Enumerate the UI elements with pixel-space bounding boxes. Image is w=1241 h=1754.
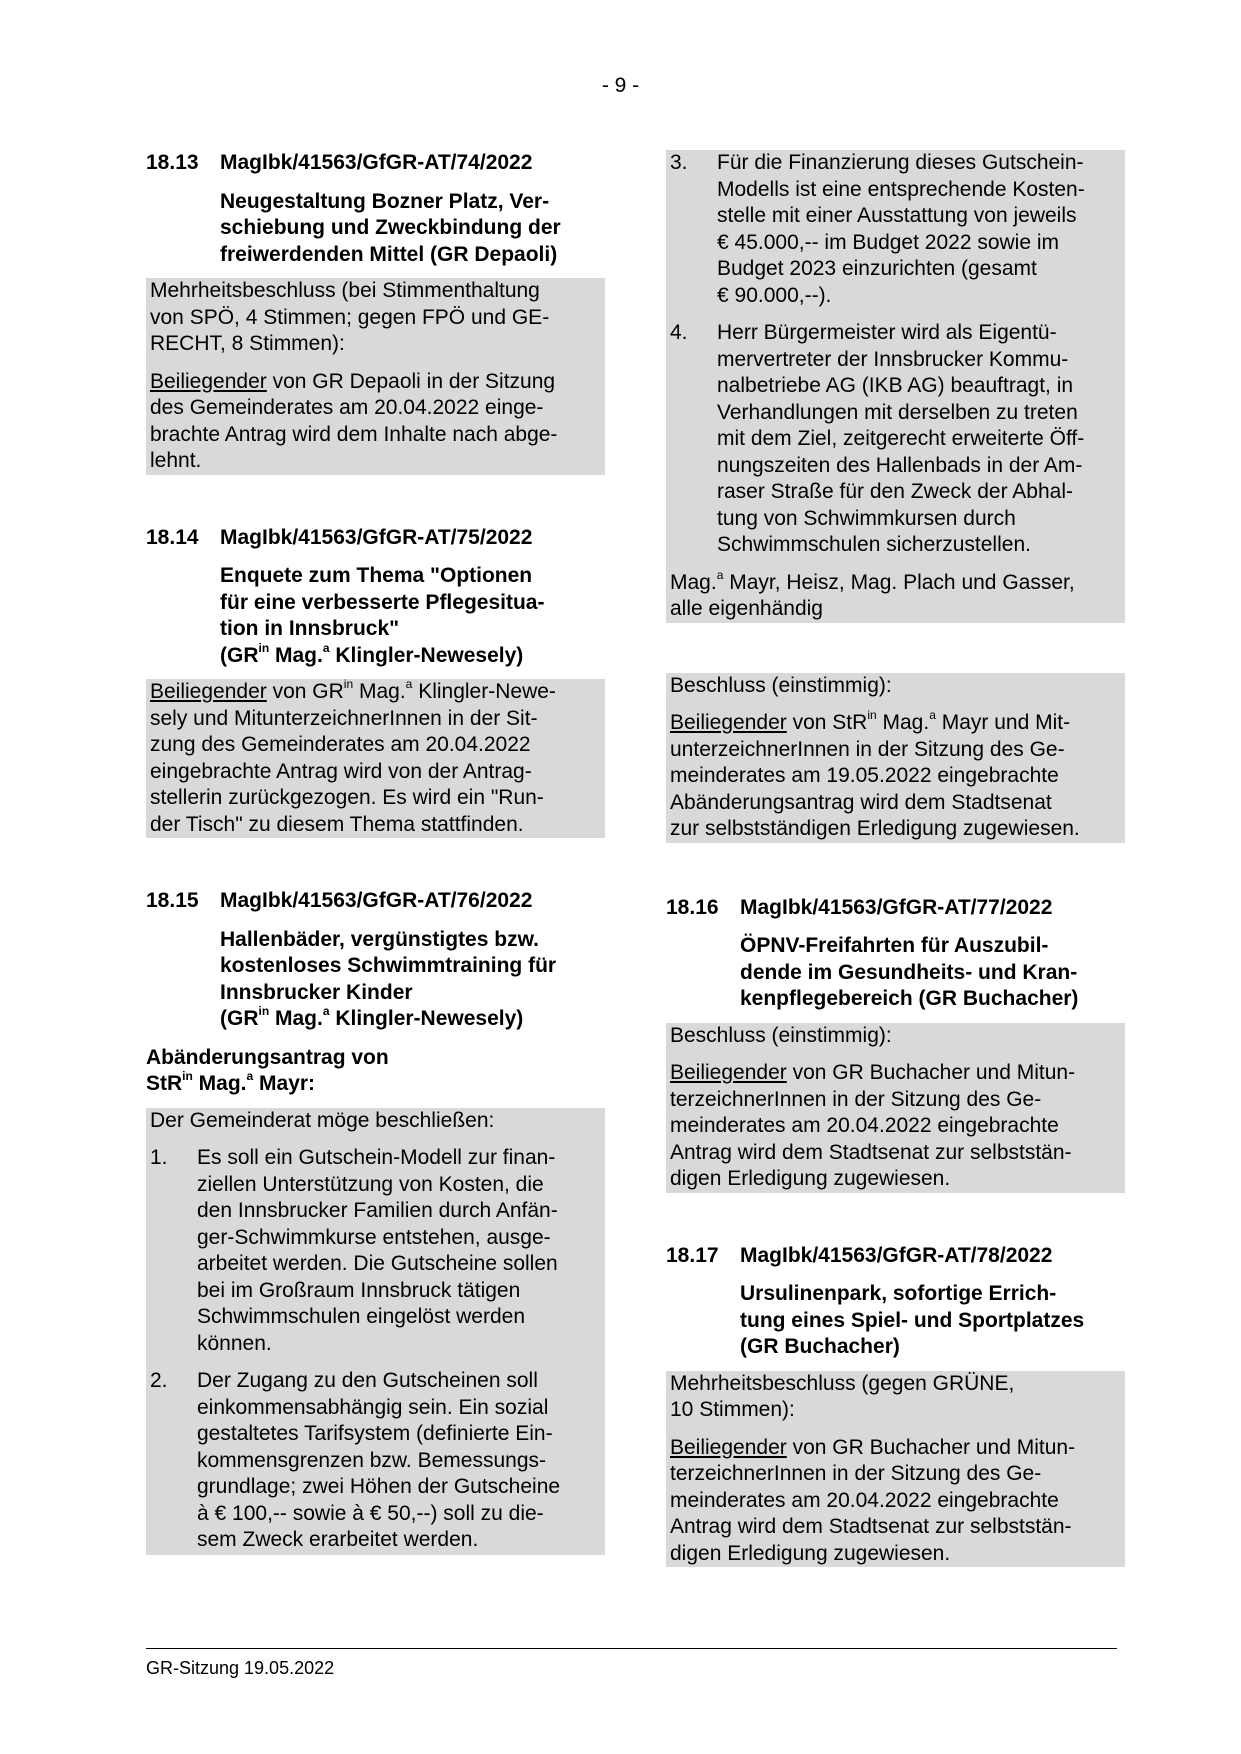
section-title: [220, 927, 605, 1033]
decision-box: [666, 1371, 1125, 1568]
decision-body: Beiliegender von StR$^{in}$ Mag.$^a$ Mayr und Mit- unterzeichnerInnen in der Sitzung des Ge- meinderates am 19.05.2022 eingebrachte Abänderungsantrag wird dem Stadtsenat zur selbstständigen Erledigung zugewiesen.: [670, 708, 1080, 840]
right-column: [666, 150, 1125, 1567]
signatories: Mag.$^a$ Mayr, Heisz, Mag. Plach und Gasser, alle eigenhändig: [670, 567, 1075, 620]
section-18-13: [146, 150, 605, 475]
section-reference: MagIbk/41563/GfGR-AT/74/2022: [220, 151, 533, 174]
section-number: 18.16: [666, 895, 719, 919]
title-line: schiebung und Zweckbindung der: [220, 216, 561, 239]
motion-intro: Der Gemeinderat möge beschließen:: [150, 1108, 495, 1132]
section-number: 18.13: [146, 151, 199, 174]
title-line: für eine verbesserte Pflegesitua-: [220, 590, 545, 614]
title-line: Hallenbäder, vergünstigtes bzw.: [220, 927, 539, 951]
title-line: (GR Buchacher): [740, 1335, 900, 1358]
section-18-16: [666, 895, 1125, 1193]
title-line: kostenloses Schwimmtraining für: [220, 954, 557, 977]
section-title: [740, 1281, 1125, 1361]
section-number: 18.17: [666, 1243, 719, 1267]
left-column: [146, 150, 605, 1555]
title-line: Enquete zum Thema "Optionen: [220, 564, 533, 587]
motion-box: [146, 1108, 605, 1555]
title-line: tung eines Spiel- und Sportplatzes: [740, 1308, 1085, 1332]
title-line: dende im Gesundheits- und Kran-: [740, 960, 1078, 984]
section-heading: [146, 888, 605, 915]
section-reference: MagIbk/41563/GfGR-AT/78/2022: [740, 1243, 1053, 1267]
decision-body: Beiliegender von $GR^{in}$ Mag.$^a$ Klingler-Newe- sely und MitunterzeichnerInnen in der Sit- zung des Gemeinderates am 20.04.2022 eingebrachte Antrag wird von der Antrag- stellerin zurückgezogen. Es wird ein "Run- der Tisch" zu diesem Thema stattfinden.: [150, 677, 556, 836]
title-line: Neugestaltung Bozner Platz, Ver-: [220, 189, 550, 213]
list-item: 1. Es soll ein Gutschein-Modell zur finan- ziellen Unterstützung von Kosten, die den Innsbrucker Familien durch Anfän- ger-Schwimmkurse entstehen, ausge- arbeitet werden. Die Gutscheine sollen bei im Großraum Innsbruck tätigen Schwimmschulen eingelöst werden können.: [150, 1146, 558, 1355]
decision-body: Beiliegender von GR Buchacher und Mitun- terzeichnerInnen in der Sitzung des Ge- meinderates am 20.04.2022 eingebrachte Antrag wird dem Stadtsenat zur selbststän- digen Erledigung zugewiesen.: [670, 1435, 1076, 1565]
decision-box: [666, 1023, 1125, 1193]
section-heading: [146, 150, 605, 177]
section-18-14: [146, 525, 605, 839]
section-reference: MagIbk/41563/GfGR-AT/75/2022: [220, 525, 533, 549]
decision-text: Beschluss (einstimmig):: [670, 673, 892, 697]
title-line: Innsbrucker Kinder: [220, 980, 413, 1004]
decision-body: Beiliegender von GR Buchacher und Mitun- terzeichnerInnen in der Sitzung des Ge- meinderates am 20.04.2022 eingebrachte Antrag wird dem Stadtsenat zur selbststän- digen Erledigung zugewiesen.: [670, 1061, 1076, 1190]
list-item: 4. Herr Bürgermeister wird als Eigentü- mervertreter der Innsbrucker Kommu- nalbetriebe AG (IKB AG) beauftragt, in Verhandlungen mit derselben zu treten mit dem Ziel, zeitgerecht erweiterte Öff- nungszeiten des Hallenbads in der Am- raser Straße für den Zweck der Abhal- tung von Schwimmkursen durch Schwimmschulen sicherzustellen.: [670, 321, 1085, 556]
list-item: 3. Für die Finanzierung dieses Gutschein- Modells ist eine entsprechende Kosten- stelle mit einer Ausstattung von jeweils € 45.000,-- im Budget 2022 sowie im Budget 2023 einzurichten (gesamt € 90.000,--).: [670, 151, 1085, 307]
decision-box: [666, 673, 1125, 843]
decision-box: [146, 278, 605, 475]
title-line: Ursulinenpark, sofortige Errich-: [740, 1282, 1057, 1305]
title-line: ÖPNV-Freifahrten für Auszubil-: [740, 934, 1049, 957]
section-title: [220, 563, 605, 669]
decision-text: Beschluss (einstimmig):: [670, 1023, 892, 1047]
motion-continuation-box: [666, 150, 1125, 623]
section-title: [740, 933, 1125, 1013]
section-reference: MagIbk/41563/GfGR-AT/77/2022: [740, 895, 1053, 919]
footer-text: GR-Sitzung 19.05.2022: [146, 1658, 335, 1678]
decision-text: Mehrheitsbeschluss (gegen GRÜNE, 10 Stimmen):: [670, 1371, 1015, 1421]
section-18-15: [146, 888, 605, 1555]
title-line: tion in Innsbruck": [220, 617, 400, 640]
footer-divider: [146, 1648, 1117, 1649]
title-line: kenpflegebereich (GR Buchacher): [740, 987, 1079, 1010]
title-line: ($GR^{in}$ Mag.$^a$ Klingler-Newesely): [220, 640, 524, 667]
page-number: - 9 -: [601, 74, 640, 97]
section-reference: MagIbk/41563/GfGR-AT/76/2022: [220, 889, 533, 912]
section-heading: [666, 895, 1125, 922]
section-heading: [146, 525, 605, 552]
title-line: ($GR^{in}$ Mag.$^a$ Klingler-Newesely): [220, 1004, 524, 1030]
amendment-heading: Abänderungsantrag von StR$^{in}$ Mag.$^a$ Mayr:: [146, 1045, 389, 1095]
title-line: freiwerdenden Mittel (GR Depaoli): [220, 242, 558, 266]
decision-box: [146, 679, 605, 838]
decision-body: Beiliegender von GR Depaoli in der Sitzung des Gemeinderates am 20.04.2022 einge- brachte Antrag wird dem Inhalte nach abge- lehnt.: [150, 369, 558, 472]
decision-text: Mehrheitsbeschluss (bei Stimmenthaltung von SPÖ, 4 Stimmen; gegen FPÖ und GE- RECHT, 8 Stimmen):: [150, 279, 550, 355]
list-item: 2. Der Zugang zu den Gutscheinen soll einkommensabhängig sein. Ein sozial gestaltetes Tarifsystem (definierte Ein- kommensgrenzen bzw. Bemessungs- grundlage; zwei Höhen der Gutscheine à € 100,-- sowie à € 50,--) soll zu die- sem Zweck erarbeitet werden.: [150, 1369, 561, 1551]
section-number: 18.14: [146, 525, 199, 549]
section-18-17: [666, 1243, 1125, 1568]
section-title: [220, 189, 605, 269]
section-number: 18.15: [146, 889, 199, 912]
section-heading: [666, 1243, 1125, 1270]
